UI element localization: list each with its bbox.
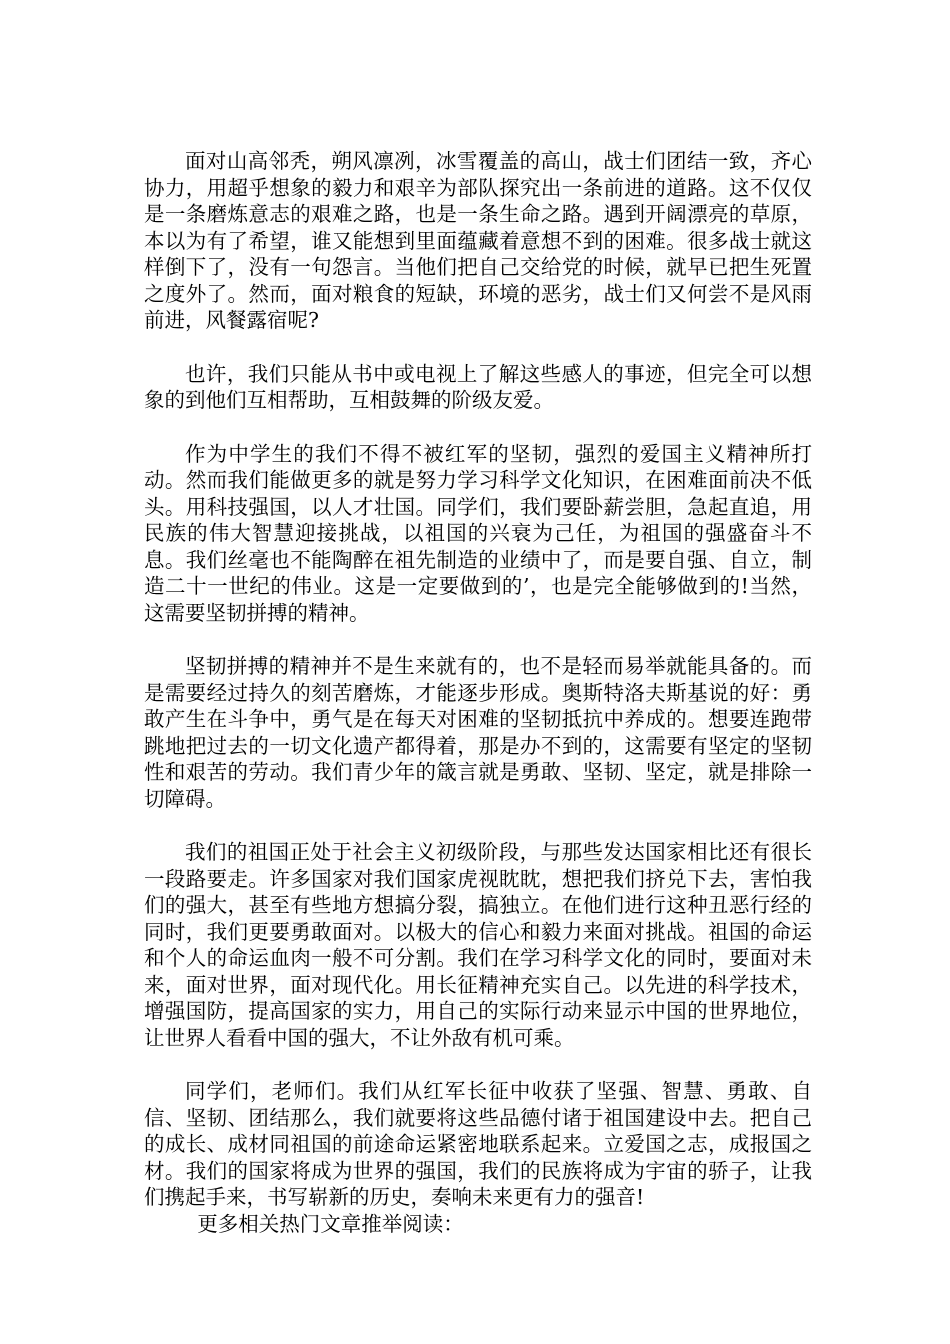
more-reading-label: 更多相关热门文章推举阅读：	[197, 1211, 464, 1236]
paragraph-3: 作为中学生的我们不得不被红军的坚韧，强烈的爱国主义精神所打动。然而我们能做更多的就是努力学习科学文化知识，在困难面前决不低头。用科技强国，以人才壮国。同学们，我们要卧薪尝胆，急起直追，用民族的伟大智慧迎接挑战，以祖国的兴衰为己任，为祖国的强盛奋斗不息。我们丝毫也不能陶醉在祖先制造的业绩中了，而是要自强、自立，制造二十一世纪的伟业。这是一定要做到的’，也是完全能够做到的!当然，这需要坚韧拼搏的精神。	[144, 441, 812, 625]
paragraph-4: 坚韧拼搏的精神并不是生来就有的，也不是轻而易举就能具备的。而是需要经过持久的刻苦磨炼，才能逐步形成。奥斯特洛夫斯基说的好：勇敢产生在斗争中，勇气是在每天对困难的坚韧抵抗中养成的。想要连跑带跳地把过去的一切文化遗产都得着，那是办不到的，这需要有坚定的坚韧性和艰苦的劳动。我们青少年的箴言就是勇敢、坚韧、坚定，就是排除一切障碍。	[144, 654, 812, 811]
paragraph-6: 同学们，老师们。我们从红军长征中收获了坚强、智慧、勇敢、自信、坚韧、团结那么，我们就要将这些品德付诸于祖国建设中去。把自己的成长、成材同祖国的前途命运紧密地联系起来。立爱国之志，成报国之材。我们的国家将成为世界的强国，我们的民族将成为宇宙的骄子，让我们携起手来，书写崭新的历史，奏响未来更有力的强音!	[144, 1079, 812, 1209]
paragraph-1: 面对山高邻秃，朔风凛冽，冰雪覆盖的高山，战士们团结一致，齐心协力，用超乎想象的毅力和艰辛为部队探究出一条前进的道路。这不仅仅是一条磨炼意志的艰难之路，也是一条生命之路。遇到开阔漂亮的草原，本以为有了希望，谁又能想到里面蕴藏着意想不到的困难。很多战士就这样倒下了，没有一句怨言。当他们把自己交给党的时候，就早已把生死置之度外了。然而，面对粮食的短缺，环境的恶劣，战士们又何尝不是风雨前进，风餐露宿呢?	[144, 149, 812, 332]
paragraph-2: 也许，我们只能从书中或电视上了解这些感人的事迹，但完全可以想象的到他们互相帮助，互相鼓舞的阶级友爱。	[144, 361, 812, 412]
paragraph-5: 我们的祖国正处于社会主义初级阶段，与那些发达国家相比还有很长一段路要走。许多国家对我们国家虎视眈眈，想把我们挤兑下去，害怕我们的强大，甚至有些地方想搞分裂，搞独立。在他们进行这种丑恶行经的同时，我们更要勇敢面对。以极大的信心和毅力来面对挑战。祖国的命运和个人的命运血肉一般不可分割。我们在学习科学文化的同时，要面对未来，面对世界，面对现代化。用长征精神充实自己。以先进的科学技术，增强国防，提高国家的实力，用自己的实际行动来显示中国的世界地位，让世界人看看中国的强大，不让外敌有机可乘。	[144, 840, 812, 1050]
document-body	[144, 148, 812, 1237]
